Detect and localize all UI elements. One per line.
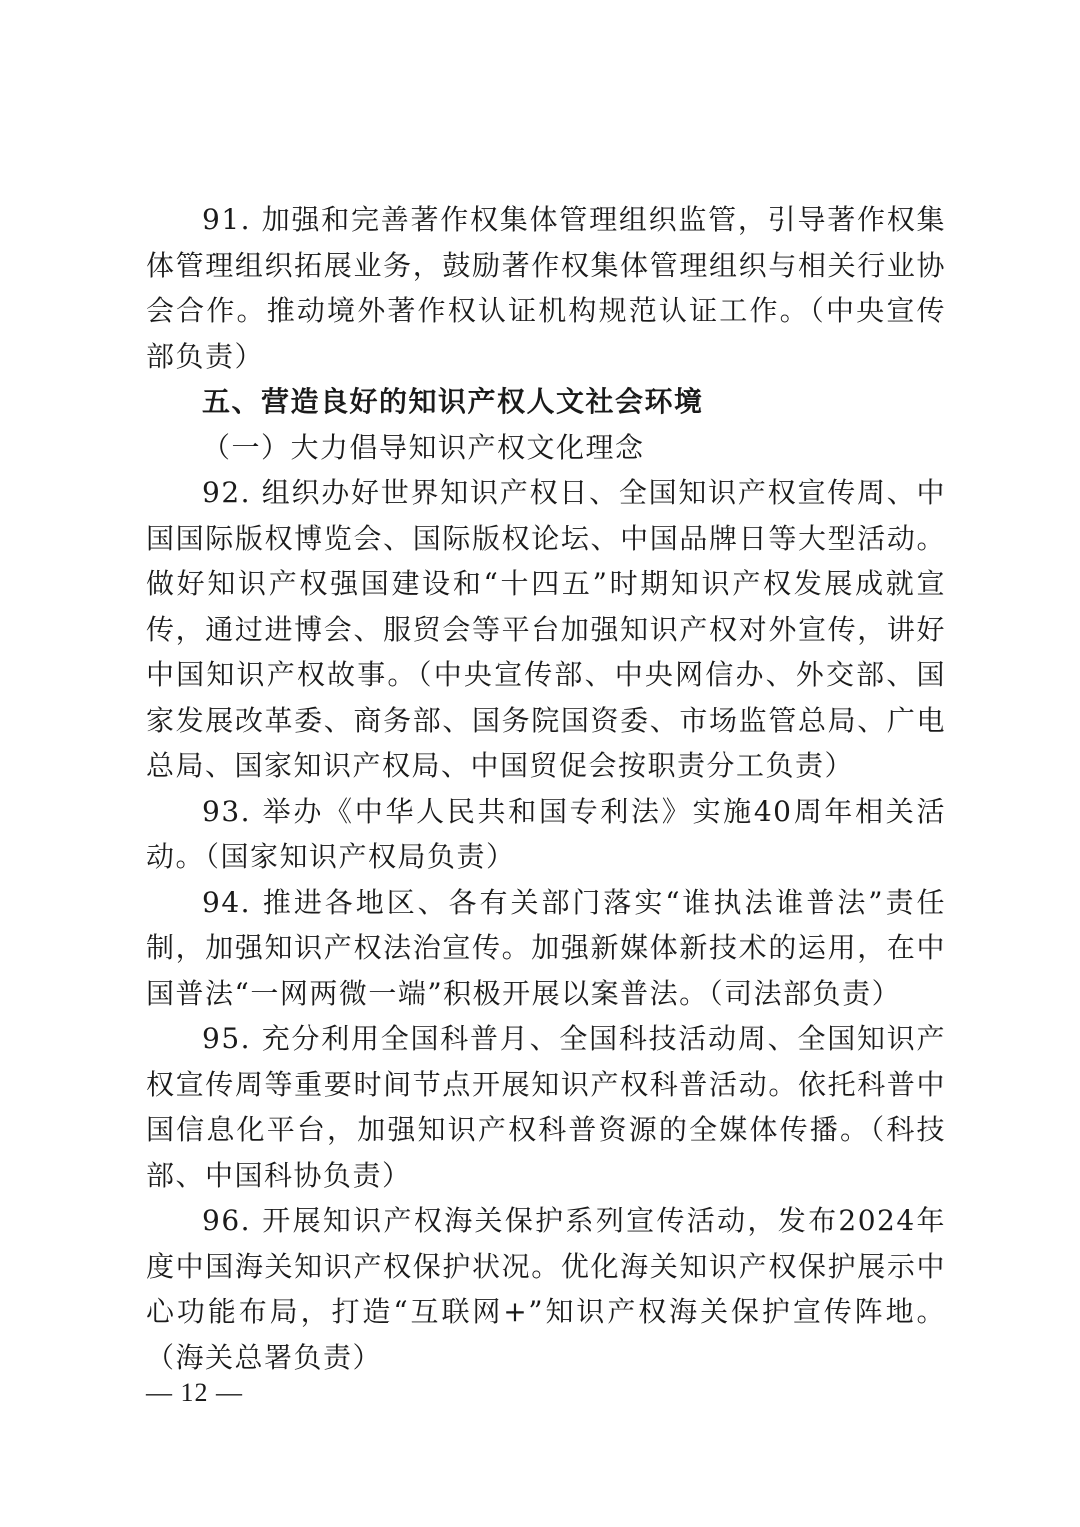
paragraph-94: 94. 推进各地区、各有关部门落实“谁执法谁普法”责任制，加强知识产权法治宣传。加强新媒体新技术的运用，在中国普法“一网两微一端”积极开展以案普法。（司法部负责）: [146, 885, 946, 1010]
page-number: — 12 —: [146, 1378, 243, 1407]
paragraph-95: 95. 充分利用全国科普月、全国科技活动周、全国知识产权宣传周等重要时间节点开展知识产权科普活动。依托科普中国信息化平台，加强知识产权科普资源的全媒体传播。（科技部、中国科协负责）: [146, 1022, 946, 1192]
paragraph-93: 93. 举办《中华人民共和国专利法》实施40周年相关活动。（国家知识产权局负责）: [146, 794, 946, 873]
document-body: [146, 197, 946, 1380]
subsection-heading-1: （一）大力倡导知识产权文化理念: [202, 430, 645, 464]
paragraph-92: 92. 组织办好世界知识产权日、全国知识产权宣传周、中国国际版权博览会、国际版权论坛、中国品牌日等大型活动。做好知识产权强国建设和“十四五”时期知识产权发展成就宣传，通过进博会、服贸会等平台加强知识产权对外宣传，讲好中国知识产权故事。（中央宣传部、中央网信办、外交部、国家发展改革委、商务部、国务院国资委、市场监管总局、广电总局、国家知识产权局、中国贸促会按职责分工负责）: [146, 476, 946, 782]
section-heading-5: 五、营造良好的知识产权人文社会环境: [202, 385, 704, 418]
paragraph-96: 96. 开展知识产权海关保护系列宣传活动，发布2024年度中国海关知识产权保护状况。优化海关知识产权保护展示中心功能布局，打造“互联网+”知识产权海关保护宣传阵地。（海关总署负责）: [146, 1204, 946, 1374]
paragraph-91: 91. 加强和完善著作权集体管理组织监管，引导著作权集体管理组织拓展业务，鼓励著作权集体管理组织与相关行业协会合作。推动境外著作权认证机构规范认证工作。（中央宣传部负责）: [146, 203, 946, 373]
